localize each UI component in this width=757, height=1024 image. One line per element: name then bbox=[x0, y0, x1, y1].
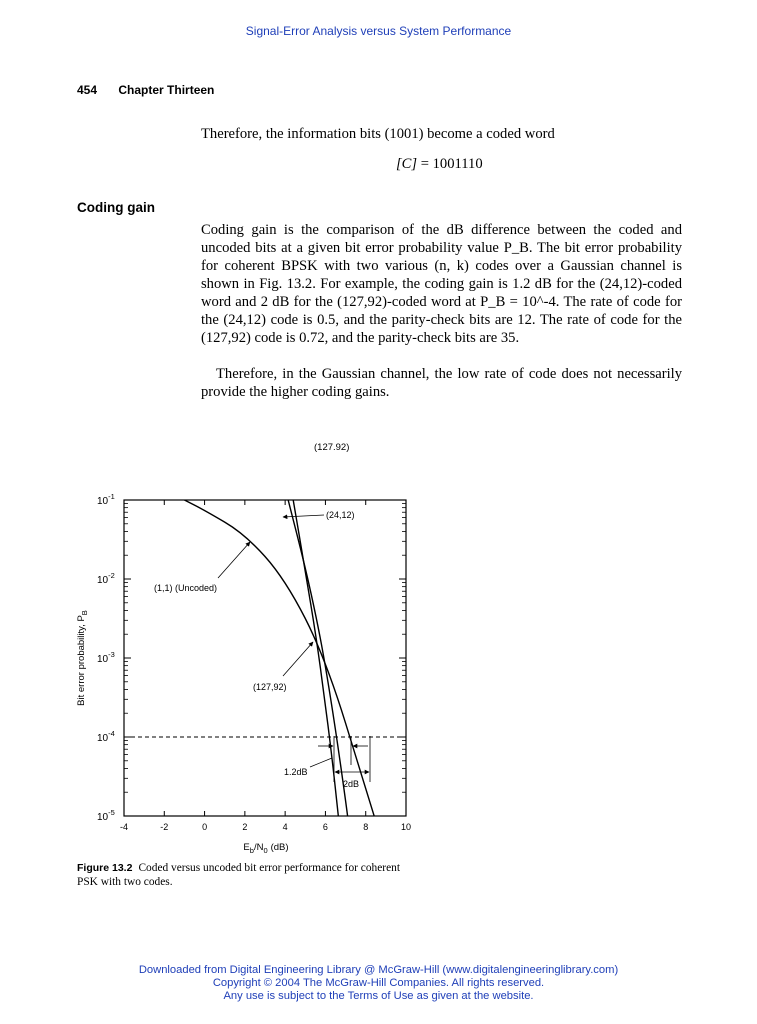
series-line-1 bbox=[288, 500, 349, 832]
footer-line-1: Downloaded from Digital Engineering Library @ McGraw-Hill (www.digitalengineeringlibrary.com) bbox=[138, 964, 619, 976]
series-line-2 bbox=[293, 500, 342, 856]
site-title: Signal-Error Analysis versus System Performance bbox=[245, 24, 512, 38]
label-code24: (24,12) bbox=[326, 510, 355, 520]
series-line-0 bbox=[184, 500, 383, 848]
footer-line-3: Any use is subject to the Terms of Use as given at the website. bbox=[223, 990, 534, 1002]
label-code127: (127,92) bbox=[253, 682, 287, 692]
arrow-code24 bbox=[283, 515, 324, 517]
x-axis-label-main: E bbox=[243, 842, 250, 853]
plot-frame bbox=[124, 500, 406, 816]
equation bbox=[396, 155, 483, 173]
y-tick-label: $10^{-2}$ bbox=[97, 571, 115, 586]
figure-caption bbox=[77, 862, 417, 889]
x-tick-label: -4 bbox=[119, 822, 129, 832]
x-tick-label: 0 bbox=[202, 822, 208, 832]
series-lines bbox=[184, 500, 383, 856]
running-head bbox=[77, 83, 232, 97]
label-uncoded: (1,1) (Uncoded) bbox=[154, 583, 218, 593]
x-axis-label-sub1: b bbox=[249, 846, 254, 855]
minor-ticks bbox=[124, 504, 406, 793]
x-tick-label: 8 bbox=[363, 822, 369, 832]
label-gain-large: 2dB bbox=[343, 779, 360, 789]
label-gain-small: 1.2dB bbox=[284, 767, 308, 777]
x-tick-label: -2 bbox=[160, 822, 169, 832]
arrow-uncoded bbox=[218, 542, 250, 578]
caption-text: Coded versus uncoded bit error performance for coherent PSK with two codes. bbox=[77, 862, 401, 888]
equation-lhs: [C] bbox=[396, 156, 418, 172]
x-axis-label-unit: (dB) bbox=[270, 842, 289, 853]
chapter-label: Chapter Thirteen bbox=[118, 83, 215, 97]
x-tick-label: 10 bbox=[400, 822, 412, 832]
x-axis-label-sub2: 0 bbox=[263, 846, 268, 855]
arrow-code127 bbox=[283, 642, 313, 676]
leader-gain-small bbox=[310, 758, 332, 767]
y-tick-label: $10^{-3}$ bbox=[97, 650, 115, 665]
x-axis-label-mid: /N bbox=[253, 842, 264, 853]
y-axis-label bbox=[76, 610, 89, 706]
y-tick-label: $10^{-1}$ bbox=[97, 492, 115, 507]
y-axis-label-sub: B bbox=[80, 610, 89, 616]
x-axis-label bbox=[243, 842, 288, 855]
paragraph-2: Therefore, in the Gaussian channel, the low rate of code does not necessarily provide the higher coding gains. bbox=[201, 366, 682, 400]
page-number: 454 bbox=[77, 83, 98, 97]
intro-line: Therefore, the information bits (1001) become a coded word bbox=[201, 126, 555, 142]
x-tick-label: 2 bbox=[242, 822, 248, 832]
figure-chart bbox=[70, 480, 430, 860]
svg-text:Bit error probability, PB bbox=[76, 610, 89, 706]
x-axis bbox=[120, 500, 411, 832]
y-axis-label-main: Bit error probability, P bbox=[76, 615, 87, 706]
paragraph-1: Coding gain is the comparison of the dB difference between the coded and uncoded bits at a given bit error probability value P_B. The bit error probability for coherent BPSK with two various (n, k) codes over a Gaussian channel is shown in Fig. 13.2. For example, the coding gain is 1.2 dB for the (24,12)-coded word and 2 dB for the (127,92)-coded word at P_B = 10^-4. The rate of code for the (24,12) code is 0.5, and the parity-check bits are 12. The rate of code for the (127,92) code is 0.72, and the parity-check bits are 35. bbox=[201, 222, 682, 346]
footer-line-2: Copyright © 2004 The McGraw-Hill Companies. All rights reserved. bbox=[212, 977, 545, 989]
x-tick-label: 6 bbox=[322, 822, 328, 832]
x-tick-label: 4 bbox=[282, 822, 288, 832]
y-tick-label: $10^{-5}$ bbox=[97, 808, 115, 823]
section-head: Coding gain bbox=[77, 200, 155, 215]
figure-stray-label: (127.92) bbox=[314, 442, 350, 453]
caption-label: Figure 13.2 bbox=[77, 862, 133, 874]
y-tick-label: $10^{-4}$ bbox=[97, 729, 115, 744]
equation-rhs: = 1001110 bbox=[420, 156, 483, 172]
footer bbox=[0, 964, 757, 1003]
